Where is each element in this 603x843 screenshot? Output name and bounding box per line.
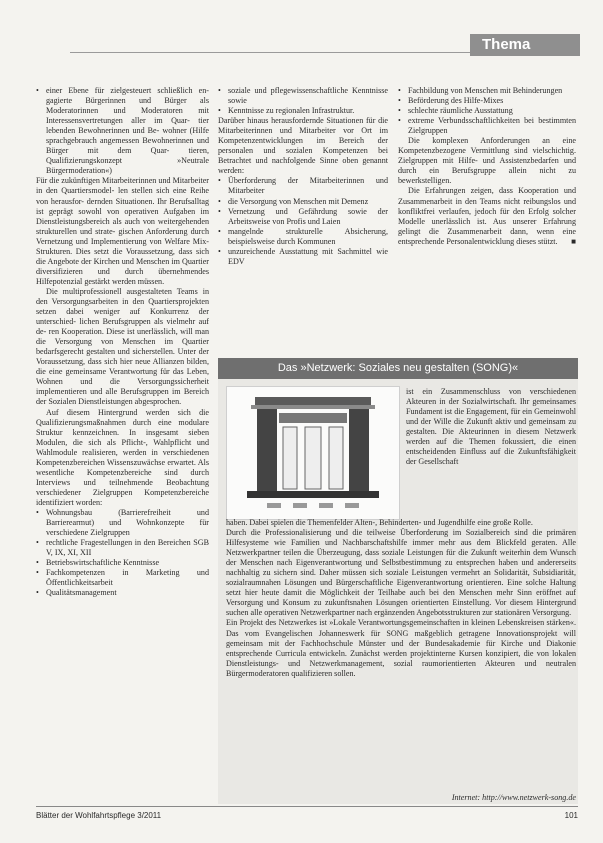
- roof-bar: [255, 397, 371, 405]
- paragraph: Die komplexen Anforderungen an eine Kompetenzbezogene Vermittlung sind vielschichtig. Zielgruppen mit Hilfe- und Assistenzbedarfen und durch ein Berufsgruppe allein nicht zu bewerkstelligen.: [398, 136, 576, 186]
- list-item: • Fachkompetenzen in Marketing und Öffentlichkeitsarbeit: [36, 568, 209, 588]
- inner-pillar: [329, 427, 343, 489]
- list-item: • schlechte räumliche Ausstattung: [398, 106, 576, 116]
- list-item: • Fachbildung von Menschen mit Behinderungen: [398, 86, 576, 96]
- column-right: [398, 86, 576, 247]
- paragraph: Auf diesem Hintergrund werden sich die Qualifizierungsmaßnahmen durch eine modulare Struktur kennzeichnen. In insgesamt sieben Modulen, die sich als Pflicht-, Wahlpflicht und Wahlmodule realisieren, werden in verschiedenen Kompetenzbereichen Wissenszuwächse erwartet. Als wesentliche Kompetenzbereiche sind durch Interviews und teilnehmende Beobachtung verschiedener Zielgruppen Kompetenzbereiche identifiziert worden:: [36, 407, 209, 507]
- list-item: • Vernetzung und Gefährdung sowie der Arbeitsweise von Profis und Laien: [218, 207, 388, 227]
- link-url[interactable]: http://www.netzwerk-song.de: [482, 793, 576, 802]
- info-box-text-right: ist ein Zusammenschluss von verschiedenen Akteuren in der Sozialwirtschaft. Ihr gemeinsames Fundament ist die Engagement, für ein Gemeinwohl und der Wille die Zukunft aktiv und gemeinsam zu gestalten. Die Akteurinnen in diesem Netzwerk werden auf die Themen fokussiert, die einen entscheidenden Einfluss auf die Zukunftsfähigkeit der Gesellschaft: [406, 387, 576, 467]
- roof-base: [251, 405, 375, 409]
- logo-mark: [267, 503, 281, 508]
- bullet-list-top: [36, 86, 209, 176]
- bullet-list-top: [218, 86, 388, 116]
- bullet-list-bottom: [218, 176, 388, 266]
- paragraph: Durch die Professionalisierung und die teilweise Überforderung im Sozialbereich sind die primären Hilfesysteme wie Familien und Nachbarschaftshilfe immer mehr aus dem Blickfeld geraten. Alle Netzwerkpartner teilen die Überzeugung, dass soziale Leistungen für die Zukunft weiterhin dem Wunsch der Menschen nach Eigenverantwortung und Selbstbestimmung zu entsprechen haben und andererseits nachhaltig zu sichern sind. Daher müssen sich soziale Leistungen vermehrt an Solidarität, Subsidiarität, sozialraumnahen Lösungen und Bürgerschaftliche Eigenverantwortung orientieren. Eine solche Haltung setzt hier heute damit die Möglichkeit der Teilhabe auch bei den Menschen mehr Sinn eröffnet auf Versorgung und Konsum zu zukunftsnahen Lösungen orientierten Einstellung. Vor diesem Hintergrund suchen alle operativen Netzwerkpartner nach ergänzenden Angebotsstrukturen zur stationären Versorgung.: [226, 528, 576, 618]
- paragraph: Ein Projekt des Netzwerkes ist »Lokale Verantwortungsgemeinschaften in kleinen Lebenskreisen stärken«. Das vom Evangelischen Johanneswerk für SONG maßgeblich getragene Innovationsprojekt will gemeinsam mit der Fachhochschule Münster und der Bundesakademie für Kirche und Diakonie entsprechende Curricula entwickeln. Zunächst werden projektinterne Kursen konzipiert, die von lokalen Dienstleistungs- und Netzwerkmanagement, sozial raumorientierten Akteuren und neutralen Bürgermoderatoren qualifizieren sollen.: [226, 618, 576, 678]
- pillar-left: [257, 409, 277, 491]
- link-label: Internet:: [451, 793, 481, 802]
- bullet-list-bottom: [36, 508, 209, 598]
- list-item: • Wohnungsbau (Barrierefreiheit und Barrierearmut) und Wohnkonzepte für verschiedene Zielgruppen: [36, 508, 209, 538]
- list-item: • unzureichende Ausstattung mit Sachmittel wie EDV: [218, 247, 388, 267]
- paragraph: [398, 186, 576, 246]
- journal-name: Blätter der Wohlfahrtspflege 3/2011: [36, 811, 162, 820]
- list-item: • mangelnde strukturelle Absicherung, beispielsweise durch Kommunen: [218, 227, 388, 247]
- pillar-right: [349, 409, 369, 491]
- list-item: • Qualitätsmanagement: [36, 588, 209, 598]
- list-item: • soziale und pflegewissenschaftliche Kenntnisse sowie: [218, 86, 388, 106]
- column-left: [36, 86, 209, 598]
- page-number: 101: [564, 811, 578, 820]
- header-rule: [70, 52, 488, 53]
- list-item: • Kenntnisse zu regionalen Infrastruktur.: [218, 106, 388, 116]
- house-diagram-icon: [227, 387, 399, 519]
- paragraph: Für die zukünftigen Mitarbeiterinnen und Mitarbeiter in den Quartiersmodel- len stellen sich eine Reihe von herausfor- dernden Situationen. Ihr Berufsalltag ist geprägt sowohl von operativen Aufgaben im Dienstleistungsbereich als auch von weitergehenden strukturellen und strate- gischen Anforderung durch Vernetzung und Implementierung von Welfare Mix- Strukturen. Dies setzt die Voraussetzung, dass sich die Angebote der Kirchen und Menschen im Quartier diversifizieren und durch übernehmendes Hilfepotenzial gestärkt werden müssen.: [36, 176, 209, 286]
- paragraph: Die multiprofessionell ausgestalteten Teams in den Versorgungsarbeiten in den Quartiersprojekten setzen dabei weniger auf Konkurrenz der unterschied- lichen Berufsgruppen als vielmehr auf de- ren Kooperation. Diese ist unerlässlich, will man die Versorgung von Menschen im Quartier bedarfsgerecht gestalten und sicherstellen. Unter der Voraussetzung, dass sich hier neue Allianzen bilden, die eine gemeinsame Verantwortung für das Leben, Wohnen und die Versorgungssicherheit implementieren und alle Berufsgruppen im Bereich der Sozialen Dienstleistungen abgesprochen.: [36, 286, 209, 407]
- list-item: • Überforderung der Mitarbeiterinnen und Mitarbeiter: [218, 176, 388, 196]
- footer-rule: [36, 806, 578, 807]
- paragraph: haben. Dabei spielen die Themenfelder Alten-, Behinderten- und Jugendhilfe eine große Rolle.: [226, 518, 533, 527]
- beam: [279, 413, 347, 423]
- paragraph-text: Die Erfahrungen zeigen, dass Kooperation und Zusammenarbeit in den Teams nicht reibungslos und konfliktfrei verlaufen, jedoch für den Erfolg solcher Modelle unerlässlich ist. Aus unserer Erfahrung gelingt die Zusammenarbeit dann, wenn eine entsprechende Personalentwicklung dieses stützt.: [398, 186, 576, 246]
- bullet-list-top: [398, 86, 576, 136]
- song-network-diagram: [226, 386, 400, 520]
- inner-pillar: [305, 427, 321, 489]
- foundation: [247, 491, 379, 498]
- section-label: Thema: [470, 34, 580, 56]
- logo-mark: [293, 503, 307, 508]
- inner-pillar: [283, 427, 297, 489]
- logo-mark: [319, 503, 333, 508]
- list-item: • Beförderung des Hilfe-Mixes: [398, 96, 576, 106]
- list-item: • die Versorgung von Menschen mit Demenz: [218, 197, 388, 207]
- list-item: • einer Ebene für zielgesteuert schließlich en- gagierte Bürgerinnen und Bürger als Moderatorinnen und Moderatoren mit Interessensvertretungen aller im Quar- tier lebenden Bewohnerinnen und Be- wohner (Hilfe sprachgebrauch angemessen Bewohnerinnen und Bürger mit dem Quar- tieren, Qualifizierungskonzept »Neutrale Bürgermoderation«): [36, 86, 209, 176]
- paragraph: Darüber hinaus herausfordernde Situationen für die Mitarbeiterinnen und Mitarbeiter vor Ort im Kompetenzentwicklungen im Bereich der personalen und sozialen Kompetenzen bei Betrachtet und nachfolgende Sinne oben genannt werden:: [218, 116, 388, 176]
- column-middle: [218, 86, 388, 267]
- internet-link[interactable]: [452, 793, 576, 802]
- end-mark-icon: ■: [571, 236, 576, 246]
- logo-mark: [345, 503, 359, 508]
- info-box-title: Das »Netzwerk: Soziales neu gestalten (SONG)«: [218, 358, 578, 379]
- list-item: • extreme Verbundsschaftlichkeiten bei bestimmten Zielgruppen: [398, 116, 576, 136]
- list-item: • rechtliche Fragestellungen in den Bereichen SGB V, IX, XI, XII: [36, 538, 209, 558]
- list-item: • Betriebswirtschaftliche Kenntnisse: [36, 558, 209, 568]
- info-box-text: [226, 518, 576, 679]
